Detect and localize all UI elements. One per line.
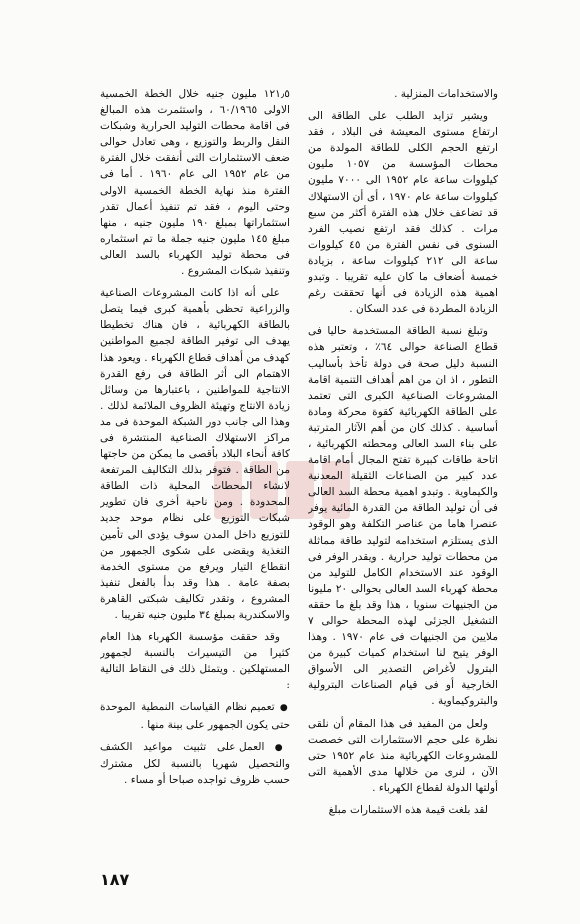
paragraph: وتبلغ نسبة الطاقة المستخدمة حاليا فى قطاع الصناعة حوالى ٦٤٪ ، وتعتبر هذه النسبة دليل صحة فى دولة تأخذ بأساليب التطور ، اذ ان من اهم أهداف التنمية اقامة المشروعات الصناعية الكبرى التى تعتمد على الطاقة الكهربائية كقوة محركة ومادة أساسية . كذلك كان من أهم الآثار المترتبة على بناء السد العالى ومحطته الكهربائية ، اتاحة طاقات كبيرة تفتح المجال أمام اقامة عدد كبير من الصناعات الثقيلة المعدنية والكيماوية . وتبدو اهمية محطة السد العالى فى أن توليد الطاقة من القدرة المائية يوفر عنصرا هاما من عناصر التكلفة وهو الوقود الذى يستلزم استخدامه لتوليد طاقة مماثلة من محطات توليد حرارية . ويقدر الوفر فى الوقود عند الاستخدام الكامل للتوليد من محطة كهرباء السد العالى بحوالى ٢٠ مليونا من الجنيهات سنويا ، هذا وقد بلغ ما حققه التشغيل الجزئى لهذه المحطة حوالى ٧ ملايين من الجنيهات فى عام ١٩٧٠ . وهذا الوفر يتيح لنا استخدام كميات كبيرة من البترول لأغراض التصدير الى الأسواق الخارجية أو فى قيام الصناعات البترولية والبتروكيماوية .	[308, 325, 498, 708]
paragraph: ويشير تزايد الطلب على الطاقة الى ارتفاع مستوى المعيشة فى البلاد ، فقد ارتفع الحجم الكلى للطاقة المولدة من محطات المؤسسة من ١٠٥٧ مليون كيلووات ساعة عام ١٩٥٢ الى ٧٠٠٠ مليون كيلووات ساعة عام ١٩٧٠ ، أى أن الاستهلاك قد تضاعف خلال هذه الفترة أكثر من سبع مرات . كذلك فقد ارتفع نصيب الفرد السنوى فى نفس الفترة من ٤٥ كيلووات ساعة الى ٢١٢ كيلووات ساعة ، بزيادة خمسة أضعاف ما كان عليه تقريبا . وتبدو اهمية هذه الزيادة فى أنها تحققت رغم الزيادة المطردة فى عدد السكان .	[308, 110, 498, 316]
page-number: ١٨٧	[100, 870, 130, 889]
paragraph: وقد حققت مؤسسة الكهرباء هذا العام كثيرا من التيسيرات بالنسبة لجمهور المستهلكين . ويتمثل ذلك فى النقاط التالية :	[100, 631, 290, 692]
right-column	[308, 86, 498, 856]
bullet-paragraph: ● تعميم نظام القياسات النمطية الموحدة حتى يكون الجمهور على بينة منها .	[100, 699, 290, 732]
text-columns	[100, 86, 498, 856]
paragraph: لقد بلغت قيمة هذه الاستثمارات مبلغ	[328, 804, 488, 817]
paragraph: على أنه اذا كانت المشروعات الصناعية والزراعية تحظى بأهمية كبرى فيما يتصل بالطاقة الكهربائية ، فان هناك تخطيطا يهدف الى توفير الطاقة لجميع المواطنين كهدف من أهداف قطاع الكهرباء . ويعود هذا الاهتمام الى أثر الطاقة فى رفع القدرة الانتاجية للمواطنين ، باعتبارها من وسائل زيادة الانتاج وتهيئة الظروف الملائمة لذلك . وهذا الى جانب دور الشبكة الموحدة فى مد مراكز الاستهلاك الصناعية المنتشرة فى كافة أنحاء البلاد بأقصى ما يمكن من حاجتها من الطاقة . فتوفر بذلك التكاليف المرتفعة لانشاء المحطات المحلية ذات الطاقة المحدودة . ومن ناحية أخرى فان تطوير شبكات التوزيع على نظام موحد جديد للتوزيع داخل المدن سوف يؤدى الى تأمين التغذية ويقضى على شكوى الجمهور من انقطاع التيار ويرفع من مستوى الخدمة بصفة عامة . هذا وقد بدأ بالفعل تنفيذ المشروع ، وتقدر تكاليف شبكتى القاهرة والاسكندرية بمبلغ ٣٤ مليون جنيه تقريبا .	[100, 287, 290, 621]
bullet-paragraph: ● العمل على تثبيت مواعيد الكشف والتحصيل شهريا بالنسبة لكل مشترك حسب ظروف تواجده صباحا أو مساء .	[100, 739, 290, 788]
paragraph: ولعل من المفيد فى هذا المقام أن نلقى نظرة على حجم الاستثمارات التى خصصت للمشروعات الكهربائية منذ عام ١٩٥٢ حتى الآن ، لنرى من خلالها مدى الأهمية التى أولتها الدولة لقطاع الكهرباء .	[308, 717, 498, 794]
left-column	[100, 86, 290, 856]
paragraph: والاستخدامات المنزلية .	[394, 88, 498, 100]
paragraph: ١٢١٫٥ مليون جنيه خلال الخطة الخمسية الاولى ٦٠/١٩٦٥ ، واستثمرت هذه المبالغ فى اقامة محطات التوليد الحرارية وشبكات النقل والربط والتوزيع ، وهى تعادل حوالى ضعف الاستثمارات التى أنفقت خلال الفترة من عام ١٩٥٢ الى عام ١٩٦٠ . أما فى الفترة منذ نهاية الخطة الخمسية الاولى وحتى اليوم ، فقد تم تنفيذ أعمال تقدر استثماراتها بمبلغ ١٩٠ مليون جنيه ، منها مبلغ ١٤٥ مليون جنيه جملة ما تم استثماره فى محطة توليد الكهرباء بالسد العالى وتنفيذ شبكات المشروع .	[100, 88, 290, 278]
